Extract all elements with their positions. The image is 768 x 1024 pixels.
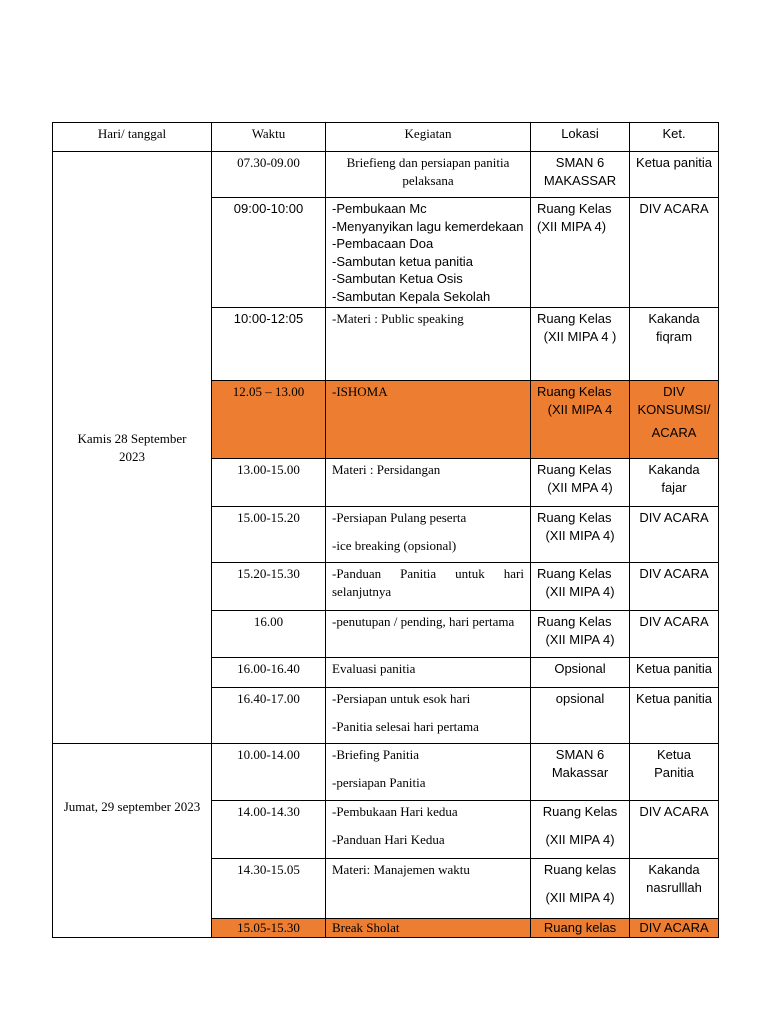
location-line: opsional [555,691,605,706]
location-line: Ruang Kelas [542,804,618,819]
activity-line: Break Sholat [332,920,400,935]
location-line: Ruang Kelas [537,462,612,477]
note-line: Kakanda [648,862,700,877]
time-cell: 16.00 [212,611,326,658]
location-line: Ruang Kelas [537,566,612,581]
header-time: Waktu [212,123,326,152]
location-cell [531,744,630,801]
location-line: Opsional [554,661,606,676]
location-line: (XII MIPA 4) [545,889,615,905]
time-cell: 13.00-15.00 [212,459,326,507]
location-line: (XII MIPA 4 [547,401,613,417]
activity-cell [326,801,531,859]
activity-line: Materi: Manajemen waktu [332,862,470,877]
activity-cell [326,507,531,563]
activity-line: pelaksana [402,172,454,188]
day-label: Kamis 28 September [77,431,187,446]
location-line: Ruang Kelas [537,384,612,399]
activity-line: Materi : Persidangan [332,462,441,477]
day-cell-thursday [53,152,212,744]
location-line: (XII MIPA 4) [545,583,615,599]
note-line: Ketua panitia [636,661,712,676]
activity-line: -penutupan / pending, hari pertama [332,614,515,629]
note-line: DIV ACARA [639,510,709,525]
header-row [53,123,719,152]
activity-line: -Pembacaan Doa [332,236,434,251]
activity-line: -Pembukaan Hari kedua [332,804,458,819]
activity-cell [326,198,531,308]
activity-line: -Panduan Panitia untuk hari selanjutnya [332,566,524,599]
time-cell: 15.20-15.30 [212,563,326,611]
location-cell [531,152,630,198]
activity-cell [326,859,531,919]
activity-cell [326,611,531,658]
activity-cell [326,459,531,507]
time-cell: 16.40-17.00 [212,688,326,744]
note-cell [630,563,719,611]
header-activity: Kegiatan [326,123,531,152]
activity-line: -Briefing Panitia [332,747,420,762]
time-cell: 15.00-15.20 [212,507,326,563]
activity-cell [326,563,531,611]
note-line: nasrulllah [646,879,702,895]
time-cell: 12.05 – 13.00 [212,381,326,459]
note-line: DIV ACARA [639,804,709,819]
location-cell [531,563,630,611]
table-row [53,744,719,801]
location-cell [531,198,630,308]
location-cell [531,459,630,507]
time-cell: 14.30-15.05 [212,859,326,919]
header-location: Lokasi [531,123,630,152]
location-cell [531,611,630,658]
table-row [53,152,719,198]
location-cell [531,308,630,381]
activity-line: Briefieng dan persiapan panitia [346,155,510,170]
location-cell [531,801,630,859]
location-line: Ruang Kelas [537,510,612,525]
location-line: SMAN 6 [555,747,605,762]
note-cell [630,611,719,658]
note-cell [630,801,719,859]
activity-line: Evaluasi panitia [332,661,416,676]
note-cell [630,859,719,919]
note-line: DIV [663,384,685,399]
location-line: Ruang Kelas [537,311,612,326]
activity-line: -Materi : Public speaking [332,311,464,326]
activity-cell [326,308,531,381]
note-cell [630,198,719,308]
location-line: (XII MIPA 4) [545,631,615,647]
time-cell: 14.00-14.30 [212,801,326,859]
activity-line: -Panduan Hari Kedua [332,831,445,847]
location-line: SMAN 6 [555,155,605,170]
location-cell [531,381,630,459]
activity-line: -persiapan Panitia [332,774,426,790]
note-line: fiqram [655,328,693,344]
location-line: (XII MIPA 4 ) [543,328,617,344]
schedule-table [52,122,719,938]
time-cell: 10:00-12:05 [212,308,326,381]
note-line: DIV ACARA [639,614,709,629]
location-cell [531,688,630,744]
location-line: (XII MIPA 4) [545,831,615,847]
location-line: (XII MIPA 4) [545,527,615,543]
time-cell: 07.30-09.00 [212,152,326,198]
activity-line: -Sambutan ketua panitia [332,253,473,269]
activity-line: -Panitia selesai hari pertama [332,718,479,734]
location-line: Makassar [551,764,609,780]
time-cell: 09:00-10:00 [212,198,326,308]
location-line: MAKASSAR [543,172,617,188]
note-line: ACARA [651,425,697,440]
note-line: Kakanda [648,311,700,326]
note-line: DIV ACARA [639,201,709,216]
note-line: KONSUMSI/ [637,401,711,417]
activity-cell [326,658,531,688]
note-cell [630,381,719,459]
activity-line: -Menyanyikan lagu kemerdekaan [332,218,524,234]
note-cell [630,919,719,938]
note-cell [630,308,719,381]
activity-line: -ice breaking (opsional) [332,537,457,553]
day-label: 2023 [119,448,145,464]
location-line: Ruang kelas [543,920,617,935]
location-line: (XII MPA 4) [547,479,613,495]
activity-cell [326,152,531,198]
location-line: Ruang kelas [543,862,617,877]
activity-cell [326,919,531,938]
location-line: (XII MIPA 4) [537,218,607,234]
activity-line: -Persiapan untuk esok hari [332,691,471,706]
location-cell [531,507,630,563]
note-cell [630,507,719,563]
time-cell: 16.00-16.40 [212,658,326,688]
location-cell [531,859,630,919]
activity-line: -Persiapan Pulang peserta [332,510,467,525]
note-cell [630,152,719,198]
header-note: Ket. [630,123,719,152]
note-line: Ketua panitia [636,691,712,706]
time-cell: 10.00-14.00 [212,744,326,801]
location-cell [531,658,630,688]
time-cell: 15.05-15.30 [212,919,326,938]
location-cell [531,919,630,938]
note-cell [630,459,719,507]
note-cell [630,744,719,801]
day-cell-friday [53,744,212,938]
note-line: Ketua panitia [636,155,712,170]
day-label: Jumat, 29 september 2023 [63,798,201,814]
note-line: DIV ACARA [639,920,709,935]
note-line: Kakanda [648,462,700,477]
activity-cell [326,688,531,744]
note-cell [630,658,719,688]
note-cell [630,688,719,744]
activity-line: -Sambutan Ketua Osis [332,271,463,286]
note-line: DIV ACARA [639,566,709,581]
activity-line: -Pembukaan Mc [332,201,427,216]
location-line: Ruang Kelas [537,614,612,629]
header-day: Hari/ tanggal [53,123,212,152]
activity-cell [326,381,531,459]
note-line: fajar [661,479,687,495]
activity-line: -ISHOMA [332,384,388,399]
activity-cell [326,744,531,801]
activity-line: -Sambutan Kepala Sekolah [332,288,491,304]
location-line: Ruang Kelas [537,201,612,216]
note-line: Ketua Panitia [654,747,694,780]
